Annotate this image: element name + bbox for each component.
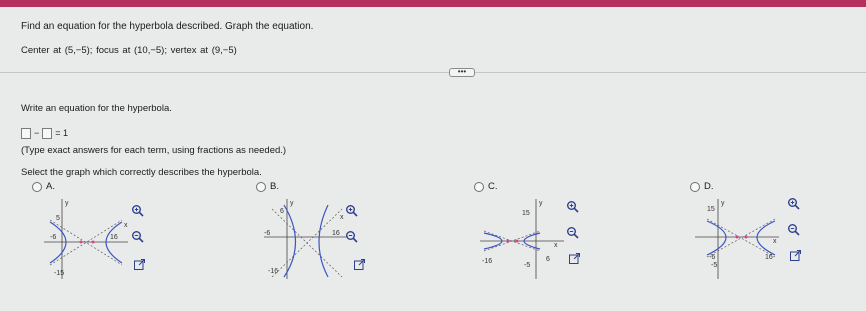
option-b-label: B. xyxy=(270,181,279,192)
asymptote xyxy=(707,219,775,257)
option-a-label: A. xyxy=(46,181,55,192)
tick-y-bottom: -15 xyxy=(54,270,65,277)
option-c-label: C. xyxy=(488,181,498,192)
y-axis-label: y xyxy=(290,200,294,207)
popout-icon[interactable] xyxy=(568,252,581,265)
magnify-plus-icon[interactable] xyxy=(787,197,800,210)
y-axis-label: y xyxy=(539,200,543,207)
magnify-minus-icon[interactable] xyxy=(787,223,800,236)
vertex-point xyxy=(80,241,83,244)
magnify-minus-icon[interactable] xyxy=(131,230,144,243)
minus-sign: − xyxy=(34,128,40,138)
option-a-radio[interactable] xyxy=(32,182,42,192)
option-c-radio[interactable] xyxy=(474,182,484,192)
tick-y-top: 6 xyxy=(280,208,284,215)
vertex-point xyxy=(516,240,519,243)
tick-x-left: -6 xyxy=(50,234,57,241)
equation-instruction: Write an equation for the hyperbola. xyxy=(21,103,172,114)
tick-y-top: 15 xyxy=(707,206,715,213)
x-axis-label: x xyxy=(773,238,777,245)
tick-x-right: 16 xyxy=(110,234,118,241)
tick-x-right: 16 xyxy=(332,230,340,237)
tick-x-left: -6 xyxy=(709,254,716,261)
tick-y-bottom: -16 xyxy=(268,268,279,275)
x-axis-label: x xyxy=(340,214,344,221)
asymptote xyxy=(707,219,775,257)
x-axis-label: x xyxy=(554,242,558,249)
divider xyxy=(0,72,866,73)
option-c[interactable] xyxy=(474,181,498,192)
option-d-graph xyxy=(693,195,783,280)
option-b[interactable] xyxy=(256,181,279,192)
more-button[interactable]: ••• xyxy=(449,68,475,77)
option-a[interactable] xyxy=(32,181,55,192)
tick-y-top: 15 xyxy=(522,210,530,217)
popout-icon[interactable] xyxy=(789,249,802,262)
tick-x-left: -6 xyxy=(264,230,271,237)
option-d[interactable] xyxy=(690,181,714,192)
given-conditions: Center at (5,−5); focus at (10,−5); vertex at (9,−5) xyxy=(21,45,237,56)
magnify-plus-icon[interactable] xyxy=(345,204,358,217)
tick-y-top: 5 xyxy=(56,215,60,222)
vertex-point xyxy=(736,236,739,239)
tick-y-bottom: -5 xyxy=(524,262,531,269)
asymptote xyxy=(272,209,342,277)
graph-instruction: Select the graph which correctly describes the hyperbola. xyxy=(21,167,262,178)
magnify-plus-icon[interactable] xyxy=(131,204,144,217)
hyperbola-left-branch xyxy=(50,222,66,263)
magnify-minus-icon[interactable] xyxy=(566,226,579,239)
y-axis-label: y xyxy=(65,200,69,207)
equation-answer-row xyxy=(21,126,68,140)
magnify-plus-icon[interactable] xyxy=(566,200,579,213)
equals-one: = 1 xyxy=(55,128,69,138)
vertex-point xyxy=(92,241,95,244)
top-accent-bar xyxy=(0,0,866,7)
option-b-graph xyxy=(262,195,352,280)
tick-x-right: 6 xyxy=(546,256,550,263)
option-b-radio[interactable] xyxy=(256,182,266,192)
answer-box-first-term[interactable] xyxy=(21,128,31,139)
y-axis-label: y xyxy=(721,200,725,207)
tick-x-right: 16 xyxy=(765,254,773,261)
popout-icon[interactable] xyxy=(133,258,146,271)
magnify-minus-icon[interactable] xyxy=(345,230,358,243)
option-d-label: D. xyxy=(704,181,714,192)
popout-icon[interactable] xyxy=(353,258,366,271)
answer-hint: (Type exact answers for each term, using fractions as needed.) xyxy=(21,145,287,156)
answer-box-second-term[interactable] xyxy=(42,128,52,139)
option-d-radio[interactable] xyxy=(690,182,700,192)
hyperbola-upper-branch xyxy=(284,205,296,277)
option-c-graph xyxy=(478,195,568,280)
hyperbola-left-branch xyxy=(707,221,726,255)
tick-y-bottom: -5 xyxy=(711,262,718,269)
tick-x-left: -16 xyxy=(482,258,493,265)
x-axis-label: x xyxy=(124,222,128,229)
vertex-point xyxy=(507,240,510,243)
hyperbola-lower-branch xyxy=(319,205,328,277)
vertex-point xyxy=(745,236,748,239)
problem-prompt: Find an equation for the hyperbola described. Graph the equation. xyxy=(21,21,314,32)
option-a-graph xyxy=(42,195,132,280)
